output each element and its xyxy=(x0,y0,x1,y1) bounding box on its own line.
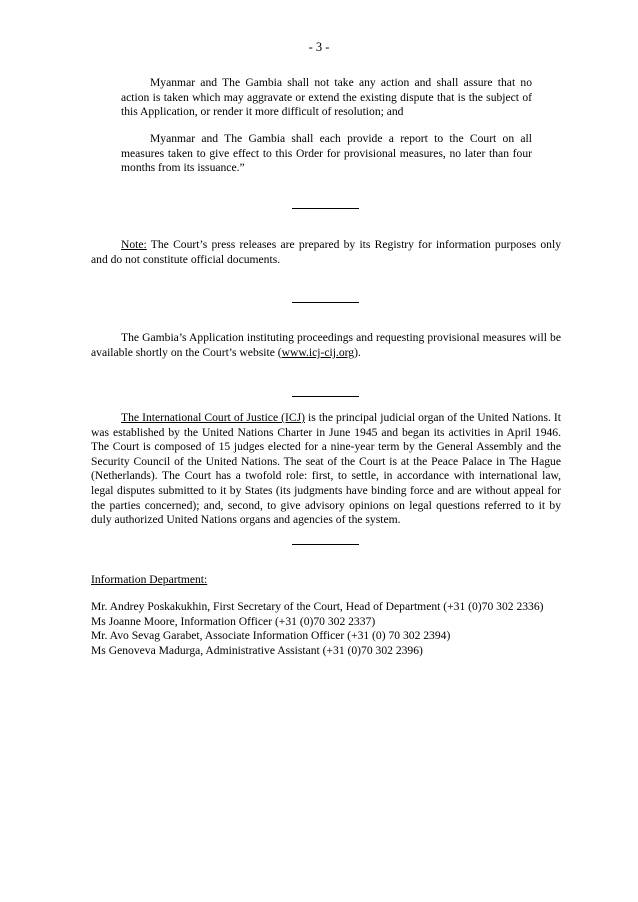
contact-line: Mr. Andrey Poskakukhin, First Secretary of the Court, Head of Department (+31 (0)70 302 2336) xyxy=(91,600,544,613)
quote-paragraph-1: Myanmar and The Gambia shall not take any action and shall assure that no action is taken which may aggravate or extend the existing dispute that is the subject of this Application, or render it more difficult of resolution; and xyxy=(121,76,532,119)
section-divider xyxy=(292,396,359,397)
icj-paragraph xyxy=(91,411,561,528)
contact-line: Ms Genoveva Madurga, Administrative Assistant (+31 (0)70 302 2396) xyxy=(91,643,423,657)
application-text: The Gambia’s Application instituting proceedings and requesting provisional measures will be available shortly on the Court’s website ( xyxy=(91,331,561,359)
application-paragraph xyxy=(91,331,561,360)
contact-list xyxy=(91,600,571,658)
icj-name: The International Court of Justice (ICJ) xyxy=(121,411,305,424)
section-divider xyxy=(292,208,359,209)
info-heading-text: Information Department: xyxy=(91,573,208,586)
note-paragraph xyxy=(91,238,561,267)
contact-line: Mr. Avo Sevag Garabet, Associate Information Officer (+31 (0) 70 302 2394) xyxy=(91,629,451,643)
contact-line: Ms Joanne Moore, Information Officer (+31 (0)70 302 2337) xyxy=(91,614,376,628)
info-department-heading xyxy=(91,573,571,588)
website-link[interactable]: www.icj-cij.org xyxy=(281,345,355,359)
section-divider xyxy=(292,544,359,545)
section-divider xyxy=(292,302,359,303)
quote-paragraph-2: Myanmar and The Gambia shall each provide a report to the Court on all measures taken to give effect to this Order for provisional measures, no later than four months from its issuance.” xyxy=(121,132,532,175)
note-text: The Court’s press releases are prepared by its Registry for information purposes only and do not constitute official documents. xyxy=(91,238,561,266)
icj-text: is the principal judicial organ of the United Nations. It was established by the United Nations Charter in June 1945 and began its activities in April 1946. The Court is composed of 15 judges elected for a nine-year term by the General Assembly and the Security Council of the United Nations. The seat of the Court is at the Peace Palace in The Hague (Netherlands). The Court has a twofold role: first, to settle, in accordance with international law, legal disputes submitted to it by States (its judgments have binding force and are without appeal for the parties concerned); and, second, to give advisory opinions on legal questions referred to it by duly authorized United Nations organs and agencies of the system. xyxy=(91,411,562,527)
application-text-end: ). xyxy=(354,345,361,359)
note-label: Note: xyxy=(121,238,147,251)
page-number: - 3 - xyxy=(308,40,330,54)
